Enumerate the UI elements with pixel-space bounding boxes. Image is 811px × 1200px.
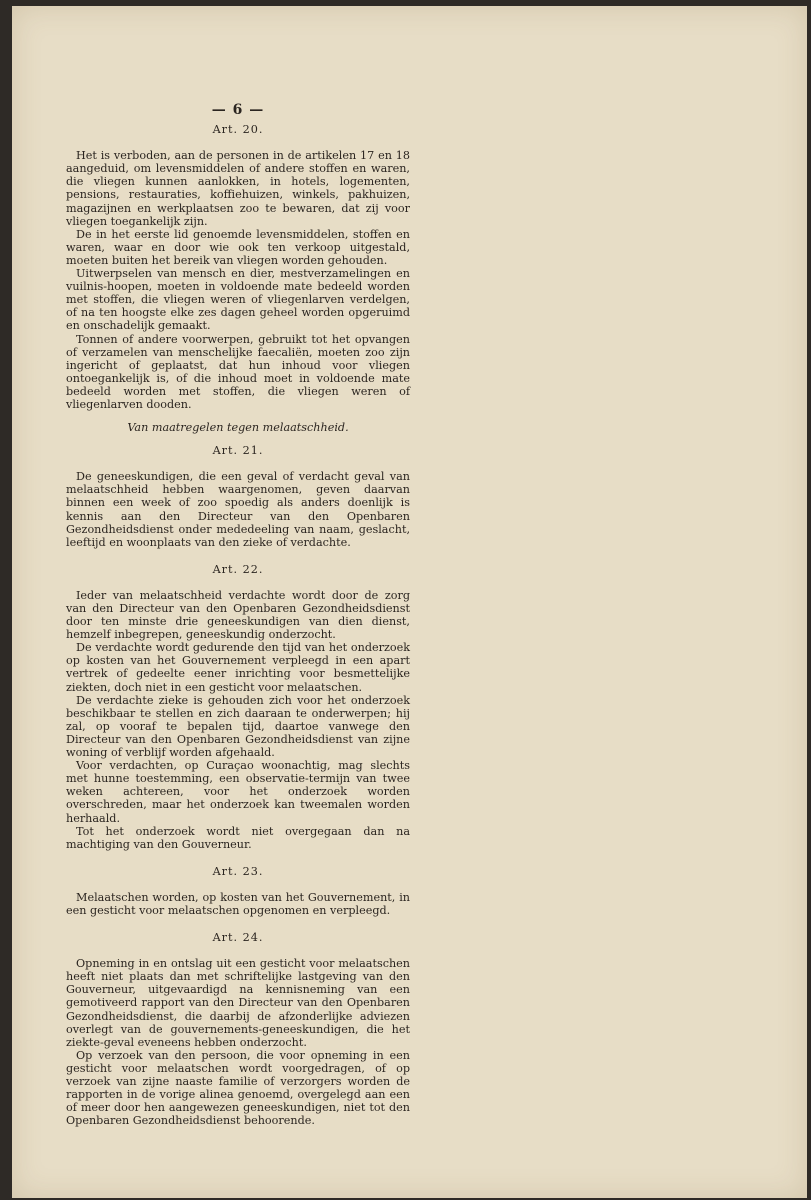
article-24-heading: Art. 24. xyxy=(212,931,264,945)
article-22-paragraph: De verdachte wordt gedurende den tijd van het onderzoek op kosten van het Gouvernement verpleegd in een apart vertrek of gedeelte eener inrichting voor besmettelijke ziekten, doch niet in een gesticht voor melaatschen. xyxy=(66,641,410,694)
article-22-paragraph: De verdachte zieke is gehouden zich voor het onderzoek beschikbaar te stellen en zich daaraan te onderwerpen; hij zal, op vooraf te bepalen tijd, daartoe vanwege den Directeur van den Openbaren Gezondheidsdienst van zijne woning of verblijf worden afgehaald. xyxy=(66,693,410,760)
document-page xyxy=(12,6,807,1198)
text-column xyxy=(66,104,410,1127)
article-23-heading: Art. 23. xyxy=(212,864,264,878)
article-22-heading: Art. 22. xyxy=(212,562,264,576)
article-20-paragraph: De in het eerste lid genoemde levensmiddelen, stoffen en waren, waar en door wie ook ten verkoop uitgestald, moeten buiten het bereik van vliegen worden gehouden. xyxy=(66,227,410,267)
section-title: Van maatregelen tegen melaatschheid. xyxy=(127,421,349,435)
article-20-paragraph: Uitwerpselen van mensch en dier, mestverzamelingen en vuilnis-hoopen, moeten in voldoende mate bedeeld worden met stoffen, die vliegen weren of vliegenlarven verdelgen, of na ten hoogste elke zes dagen geheel worden opgeruimd en onschadelijk gemaakt. xyxy=(66,267,410,333)
article-20-paragraph: Tonnen of andere voorwerpen, gebruikt tot het opvangen of verzamelen van menschelijke faecaliën, moeten zoo zijn ingericht of geplaatst, dat hun inhoud voor vliegen ontoegankelijk is, of die inhoud moet in voldoende mate bedeeld worden met stoffen, die vliegen weren of vliegenlarven dooden. xyxy=(66,332,410,411)
article-22-paragraph: Tot het onderzoek wordt niet overgegaan dan na machtiging van den Gouverneur. xyxy=(66,824,410,851)
article-22-paragraph: Ieder van melaatschheid verdachte wordt door de zorg van den Directeur van den Openbaren Gezondheidsdienst door ten minste drie geneeskundigen van dien dienst, hemzelf inbegrepen, geneeskundig onderzocht. xyxy=(66,588,410,642)
article-20-paragraph: Het is verboden, aan de personen in de artikelen 17 en 18 aangeduid, om levensmiddelen of andere stoffen en waren, die vliegen kunnen aanlokken, in hotels, logementen, pensions, restauraties, koffiehuizen, winkels, pakhuizen, magazijnen en werkplaatsen zoo te bewaren, dat zij voor vliegen toegankelijk zijn. xyxy=(66,149,410,228)
article-21-paragraph: De geneeskundigen, die een geval of verdacht geval van melaatschheid hebben waargenomen, geven daarvan binnen een week of zoo spoedig als anders doenlijk is kennis aan den Directeur van den Openbaren Gezondheidsdienst onder mededeeling van naam, geslacht, leeftijd en woonplaats van den zieke of verdachte. xyxy=(66,470,410,549)
article-20-heading: Art. 20. xyxy=(212,123,264,137)
article-21-heading: Art. 21. xyxy=(212,444,264,458)
article-23-paragraph: Melaatschen worden, op kosten van het Gouvernement, in een gesticht voor melaatschen opgenomen en verpleegd. xyxy=(66,890,410,917)
article-24-paragraph: Opneming in en ontslag uit een gesticht voor melaatschen heeft niet plaats dan met schriftelijke lastgeving van den Gouverneur, uitgevaardigd na kennisneming van een gemotiveerd rapport van den Directeur van den Openbaren Gezondheidsdienst, die daarbij de afzonderlijke adviezen overlegt van de gouvernements-geneeskundigen, die het ziekte-geval eveneens hebben onderzocht. xyxy=(66,957,410,1049)
article-22-paragraph: Voor verdachten, op Curaçao woonachtig, mag slechts met hunne toestemming, een observatie-termijn van twee weken achtereen, voor het onderzoek worden overschreden, maar het onderzoek kan tweemalen worden herhaald. xyxy=(66,759,410,825)
article-24-paragraph: Op verzoek van den persoon, die voor opneming in een gesticht voor melaatschen wordt voorgedragen, of op verzoek van zijne naaste familie of verzorgers worden de rapporten in de vorige alinea genoemd, overgelegd aan een of meer door hen aangewezen geneeskundigen, niet tot den Openbaren Gezondheidsdienst behoorende. xyxy=(66,1048,410,1128)
page-number: — 6 — xyxy=(211,102,265,118)
